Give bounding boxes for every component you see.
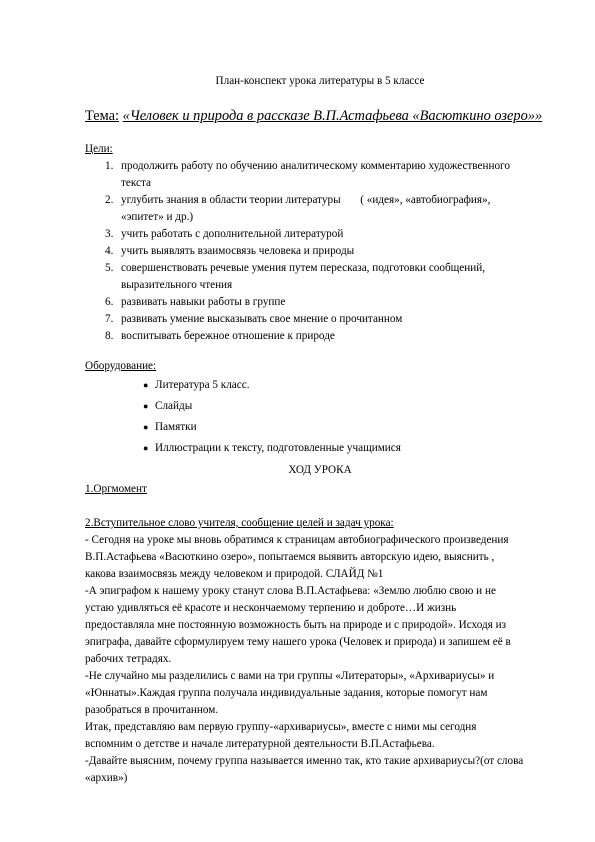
equipment-label: Оборудование: bbox=[85, 360, 157, 372]
goal-item bbox=[85, 311, 545, 328]
body-text-line: -Не случайно мы разделились с вами на три группы «Литераторы», «Архивариусы» и bbox=[85, 670, 495, 682]
lesson-heading: ХОД УРОКА bbox=[288, 464, 352, 476]
body-text-line: «архив») bbox=[85, 772, 128, 784]
goal-item bbox=[85, 158, 545, 192]
goal-text-line: углубить знания в области теории литературы ( «идея», «автобиография», bbox=[121, 194, 491, 206]
body-text-line: «Юннаты».Каждая группа получала индивидуальные задания, которые помогут нам bbox=[85, 687, 488, 699]
lesson-body-text bbox=[85, 532, 555, 787]
section-2-title: 2.Вступительное слово учителя, сообщение целей и задач урока: bbox=[85, 517, 394, 529]
section-1-title: 1.Оргмомент bbox=[85, 483, 147, 495]
goal-text-line: продолжить работу по обучению аналитическому комментарию художественного bbox=[121, 160, 510, 172]
goal-text-line: учить выявлять взаимосвязь человека и природы bbox=[121, 245, 355, 257]
topic-label: Тема: bbox=[85, 108, 120, 124]
body-text-line: вспомним о детстве и начале литературной деятельности В.П.Астафьева. bbox=[85, 738, 435, 750]
body-text-line: рабочих тетрадях. bbox=[85, 653, 172, 665]
body-text-line: какова взаимосвязь между человеком и природой. СЛАЙД №1 bbox=[85, 568, 384, 580]
body-text-line: предоставляла мне постоянную возможность быть на природе и с природой». Исходя из bbox=[85, 619, 507, 631]
goal-text-line: развивать навыки работы в группе bbox=[121, 296, 286, 308]
goals-list bbox=[85, 158, 545, 345]
equipment-list bbox=[85, 375, 545, 459]
body-text-line: -А эпиграфом к нашему уроку станут слова В.П.Астафьева: «Землю люблю свою и не bbox=[85, 585, 496, 597]
goal-number: 6. bbox=[105, 296, 114, 308]
goal-text-line: развивать умение высказывать свое мнение о прочитанном bbox=[121, 313, 403, 325]
goal-number: 8. bbox=[105, 330, 114, 342]
equipment-item bbox=[85, 396, 545, 417]
bullet-icon: ● bbox=[143, 401, 149, 411]
goal-item bbox=[85, 260, 545, 294]
equipment-item bbox=[85, 417, 545, 438]
lesson-topic bbox=[85, 107, 565, 125]
bullet-icon: ● bbox=[143, 443, 149, 453]
document-header: План-конспект урока литературы в 5 классе bbox=[215, 75, 425, 87]
goal-item bbox=[85, 328, 545, 345]
goals-label: Цели: bbox=[85, 143, 113, 155]
body-text-line: В.П.Астафьева «Васюткино озеро», попытаемся выявить авторскую идею, выяснить , bbox=[85, 551, 495, 563]
goal-item bbox=[85, 243, 545, 260]
equipment-item-text: Памятки bbox=[155, 421, 197, 433]
equipment-item-text: Литература 5 класс. bbox=[155, 379, 250, 391]
goal-text-line: учить работать с дополнительной литературой bbox=[121, 228, 344, 240]
goal-number: 5. bbox=[105, 262, 114, 274]
goal-item bbox=[85, 226, 545, 243]
bullet-icon: ● bbox=[143, 422, 149, 432]
goal-number: 1. bbox=[105, 160, 114, 172]
equipment-item-text: Иллюстрации к тексту, подготовленные учащимися bbox=[155, 442, 401, 454]
goal-text-line: текста bbox=[121, 177, 151, 189]
goal-item bbox=[85, 192, 545, 226]
body-text-line: - Сегодня на уроке мы вновь обратимся к страницам автобиографического произведения bbox=[85, 534, 509, 546]
equipment-item bbox=[85, 375, 545, 396]
bullet-icon: ● bbox=[143, 380, 149, 390]
goal-text-line: воспитывать бережное отношение к природе bbox=[121, 330, 335, 342]
body-text-line: устаю удивляться её красоте и нескончаемому терпению и доброте…И жизнь bbox=[85, 602, 457, 614]
body-text-line: -Давайте выясним, почему группа называется именно так, кто такие архивариусы?(от слова bbox=[85, 755, 524, 767]
body-text-line: эпиграфа, давайте сформулируем тему нашего урока (Человек и природа) и запишем её в bbox=[85, 636, 511, 648]
section-orgmoment bbox=[85, 481, 555, 498]
section-intro bbox=[85, 515, 555, 787]
goal-number: 4. bbox=[105, 245, 114, 257]
body-text-line: Итак, представляю вам первую группу-«архивариусы», вместе с ними мы сегодня bbox=[85, 721, 477, 733]
equipment-item-text: Слайды bbox=[155, 400, 193, 412]
goal-text-line: выразительного чтения bbox=[121, 279, 233, 291]
body-text-line: разобраться в прочитанном. bbox=[85, 704, 219, 716]
goal-number: 3. bbox=[105, 228, 114, 240]
goal-text-line: совершенствовать речевые умения путем пересказа, подготовки сообщений, bbox=[121, 262, 486, 274]
goal-text-line: «эпитет» и др.) bbox=[121, 211, 194, 223]
topic-title: «Человек и природа в рассказе В.П.Астафьева «Васюткино озеро»» bbox=[122, 108, 543, 124]
goal-item bbox=[85, 294, 545, 311]
goal-number: 7. bbox=[105, 313, 114, 325]
equipment-item bbox=[85, 438, 545, 459]
goal-number: 2. bbox=[105, 194, 114, 206]
